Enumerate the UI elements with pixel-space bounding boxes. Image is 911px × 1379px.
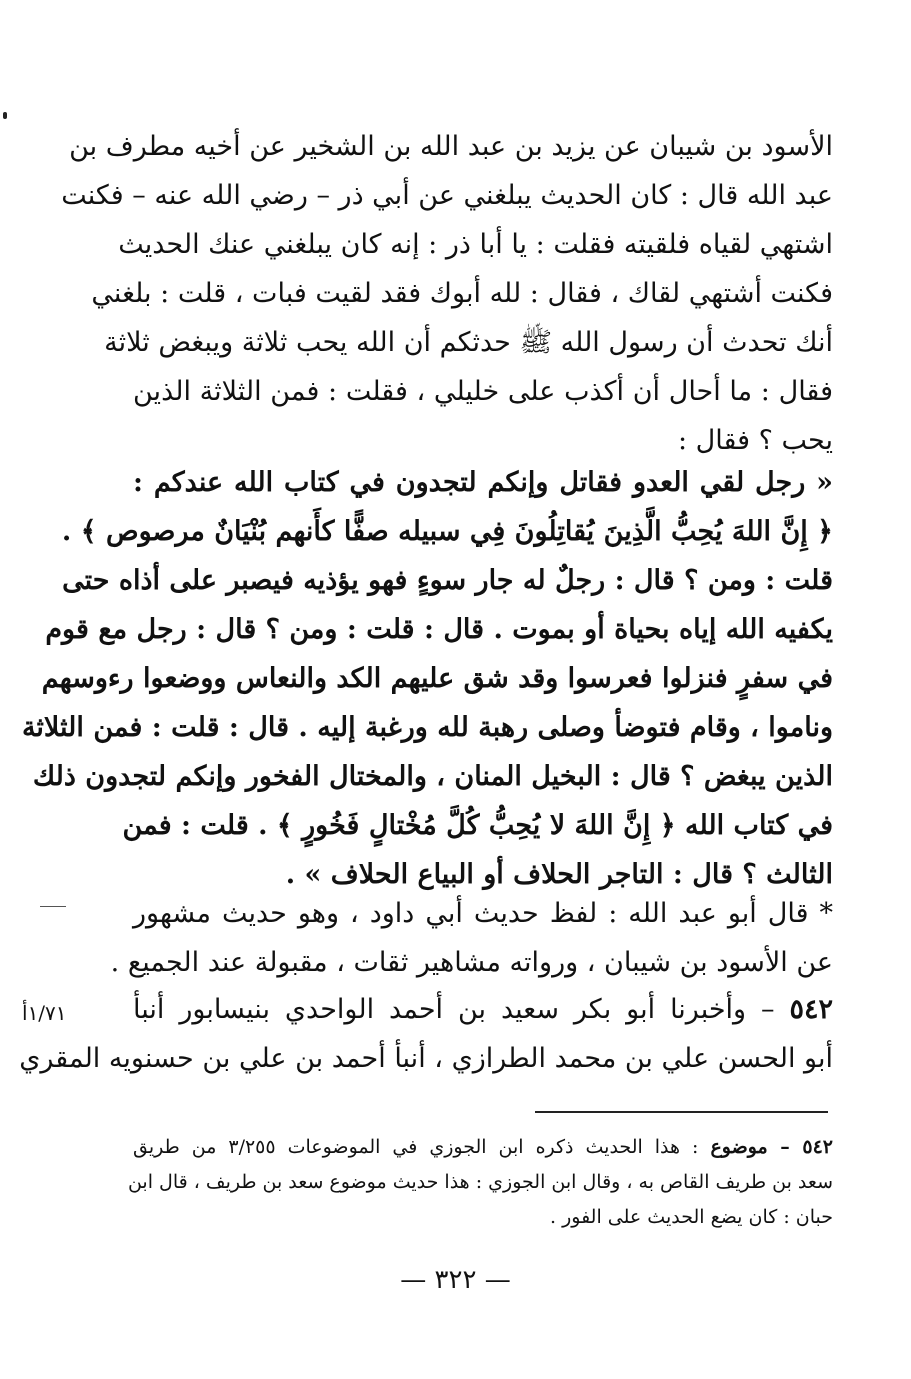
text-line: الأسود بن شيبان عن يزيد بن عبد الله بن الشخير عن أخيه مطرف بن xyxy=(69,131,833,162)
hadith-line: في سفرٍ فنزلوا فعرسوا وقد شق عليهم الكد والنعاس ووضعوا رءوسهم xyxy=(41,663,833,694)
hadith-isnad-line: أبو الحسن علي بن محمد الطرازي ، أنبأ أحمد بن علي بن حسنويه المقري xyxy=(19,1043,833,1074)
comment-line: عن الأسود بن شيبان ، ورواته مشاهير ثقات ، مقبولة عند الجميع . xyxy=(110,947,833,978)
manuscript-folio-note: ١/٧١أ xyxy=(22,1001,67,1025)
hadith-number: ٥٤٢ xyxy=(789,994,833,1025)
footnote-line: حبان : كان يضع الحديث على الفور . xyxy=(550,1206,833,1228)
margin-dash xyxy=(40,906,66,907)
footnote-line xyxy=(133,1130,833,1165)
narration-paragraph xyxy=(61,122,833,465)
text-line: يحب ؟ فقال : xyxy=(677,425,833,456)
footnote-label: – موضوع xyxy=(710,1136,803,1158)
footnote-text: : هذا الحديث ذكره ابن الجوزي في الموضوعات ٣/٢٥٥ من طريق xyxy=(133,1136,711,1158)
hadith-line: « رجل لقي العدو فقاتل وإنكم لتجدون في كتاب الله عندكم : xyxy=(133,467,833,498)
text-line: فكنت أشتهي لقاك ، فقال : لله أبوك فقد لقيت فبات ، قلت : بلغني xyxy=(91,278,833,309)
hadith-line: وناموا ، وقام فتوضأ وصلى رهبة لله ورغبة إليه . قال : قلت : فمن الثلاثة xyxy=(21,712,833,743)
text-line: أنك تحدث أن رسول الله ﷺ حدثكم أن الله يحب ثلاثة ويبغض ثلاثة xyxy=(104,327,833,358)
footnote-number: ٥٤٢ xyxy=(802,1136,833,1158)
hadith-line: ﴿ إِنَّ اللهَ يُحِبُّ الَّذِينَ يُقاتِلُونَ فِي سبيله صفًّا كأَنهم بُنْيَانٌ مرصوص ﴾ . xyxy=(61,516,833,547)
hadith-line: في كتاب الله ﴿ إِنَّ اللهَ لا يُحِبُّ كُلَّ مُخْتالٍ فَخُورٍ ﴾ . قلت : فمن xyxy=(122,810,833,841)
hadith-line: قلت : ومن ؟ قال : رجلٌ له جار سوءٍ فهو يؤذيه فيصبر على أذاه حتى xyxy=(62,565,833,596)
hadith-text xyxy=(21,458,833,899)
scan-mark xyxy=(3,112,7,119)
commentary-paragraph xyxy=(110,889,833,987)
hadith-line: الذين يبغض ؟ قال : البخيل المنان ، والمختال الفخور وإنكم لتجدون ذلك xyxy=(32,761,833,792)
text-line: فقال : ما أحال أن أكذب على خليلي ، فقلت : فمن الثلاثة الذين xyxy=(133,376,833,407)
hadith-line: يكفيه الله إياه بحياة أو بموت . قال : قلت : ومن ؟ قال : رجل مع قوم xyxy=(45,614,833,645)
footnote-line: سعد بن طريف القاص به ، وقال ابن الجوزي : هذا حديث موضوع سعد بن طريف ، قال ابن xyxy=(127,1171,833,1193)
footnote xyxy=(127,1130,833,1235)
hadith-line: الثالث ؟ قال : التاجر الحلاف أو البياع الحلاف » . xyxy=(285,859,833,890)
text-line: عبد الله قال : كان الحديث يبلغني عن أبي ذر – رضي الله عنه – فكنت xyxy=(61,180,833,211)
hadith-isnad-line xyxy=(133,985,833,1034)
footnote-separator xyxy=(535,1111,828,1113)
text-line: اشتهي لقياه فلقيته فقلت : يا أبا ذر : إنه كان يبلغني عنك الحديث xyxy=(118,229,833,260)
isnad-text: – وأخبرنا أبو بكر سعيد بن أحمد الواحدي بنيسابور أنبأ xyxy=(133,994,790,1025)
page-number: — ٣٢٢ — xyxy=(400,1265,511,1295)
comment-line: * قال أبو عبد الله : لفظ حديث أبي داود ، وهو حديث مشهور xyxy=(133,898,833,929)
